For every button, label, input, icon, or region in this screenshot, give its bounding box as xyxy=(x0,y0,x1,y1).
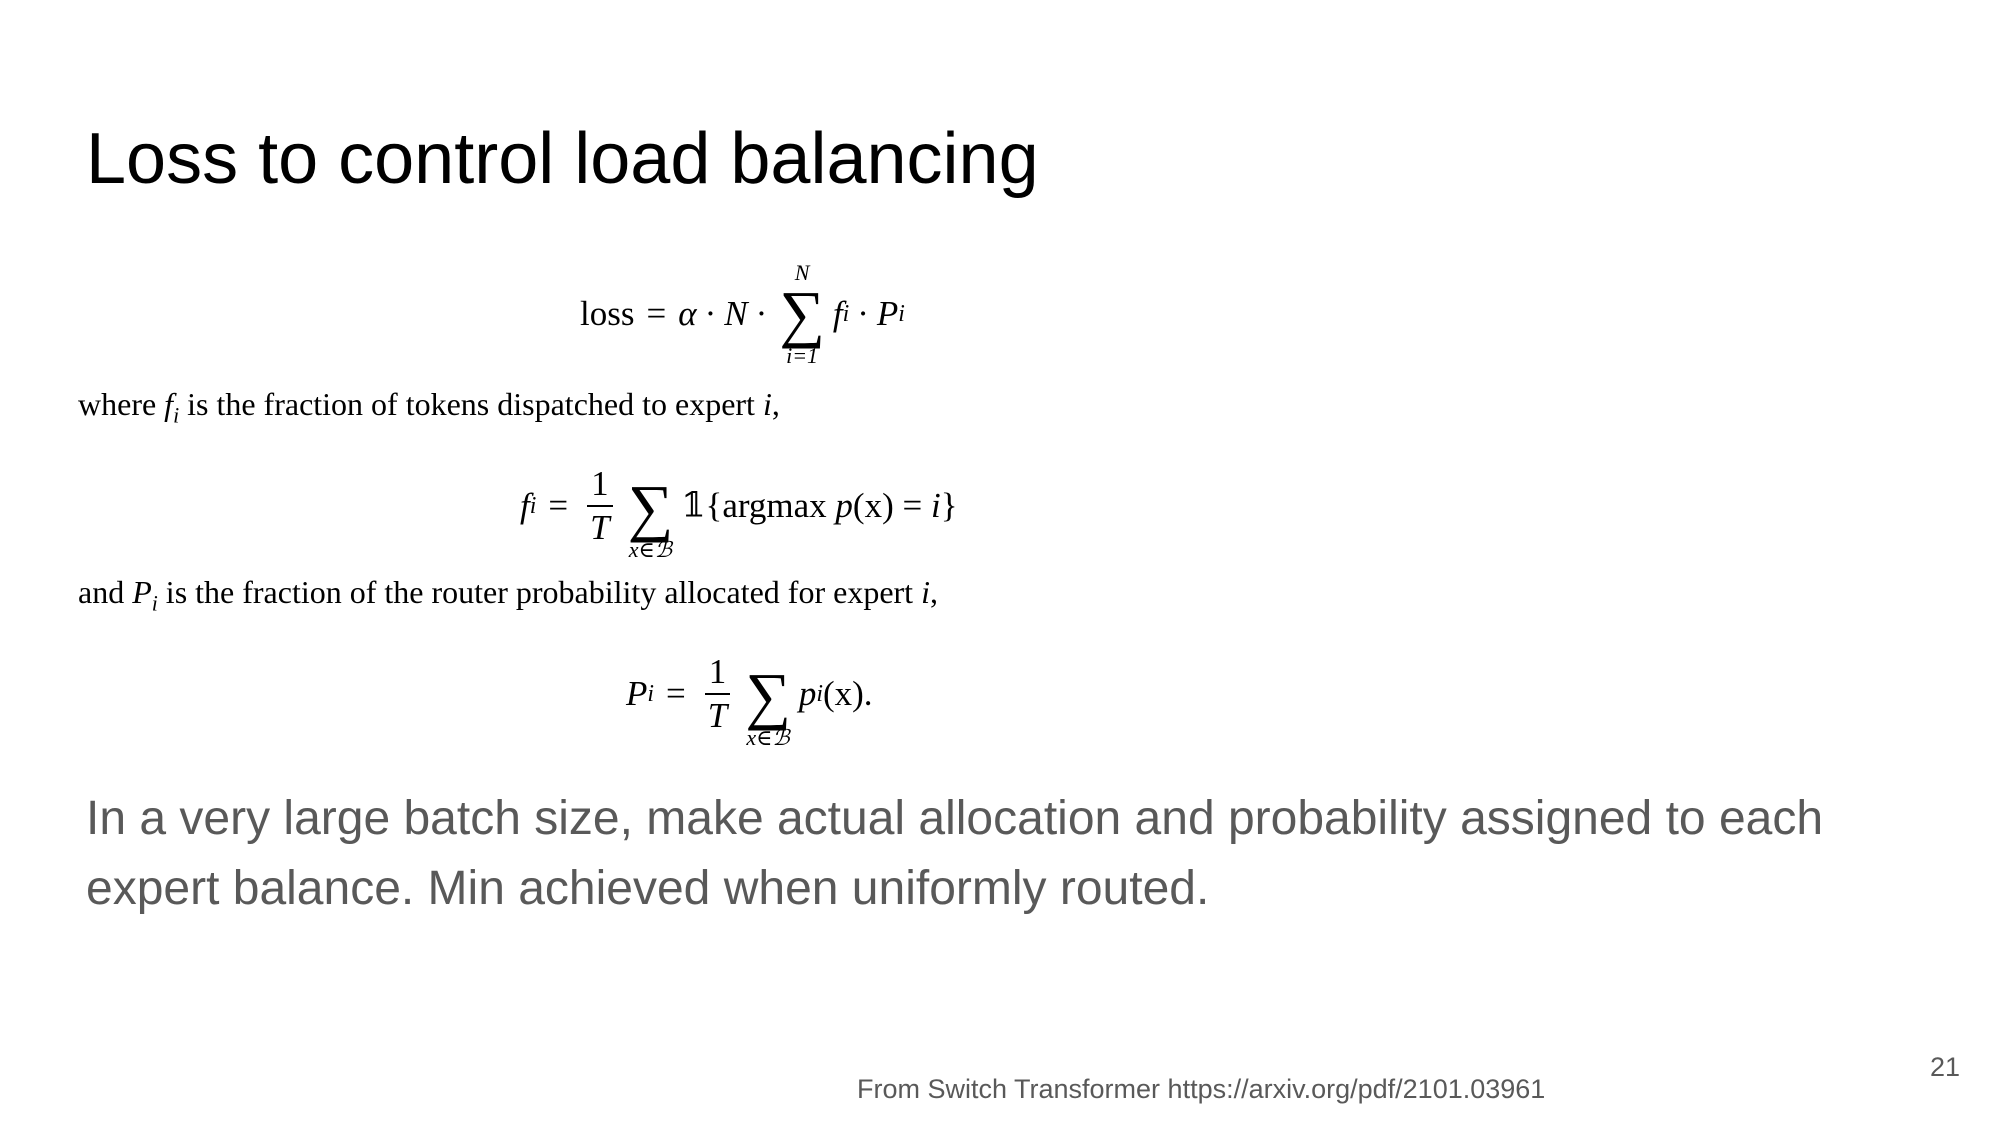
comma: , xyxy=(771,386,780,422)
sum-lower-limit: i=1 xyxy=(786,342,819,368)
alpha-symbol: α xyxy=(678,294,697,334)
comma: , xyxy=(929,574,938,610)
summation xyxy=(779,262,825,367)
source-citation: From Switch Transformer https://arxiv.org/pdf/2101.03961 xyxy=(857,1074,1546,1104)
f-equation xyxy=(520,452,958,561)
i-symbol: i xyxy=(921,574,930,610)
subscript-i: i xyxy=(842,300,850,327)
argument-x: (x) xyxy=(852,486,894,526)
i-symbol: i xyxy=(762,386,772,422)
p-symbol: P xyxy=(876,294,899,334)
fraction-numerator: 1 xyxy=(705,653,731,696)
indicator-argmax: 𝟙{argmax xyxy=(681,486,836,526)
i-symbol: i xyxy=(930,486,941,526)
summation xyxy=(745,640,791,749)
subscript-i: i xyxy=(173,403,180,428)
sum-upper-limit: N xyxy=(794,260,810,285)
sum-symbol: ∑ xyxy=(627,472,674,543)
f-symbol: f xyxy=(832,294,843,334)
page-number: 21 xyxy=(1930,1052,1961,1082)
loss-label: loss xyxy=(580,294,635,334)
p-symbol: P xyxy=(132,574,152,610)
fraction-numerator: 1 xyxy=(587,465,613,508)
fraction xyxy=(704,653,731,736)
p-symbol: P xyxy=(626,674,648,714)
subscript-i: i xyxy=(647,680,655,707)
sum-lower-limit: x∈ℬ xyxy=(746,724,790,750)
slide-title: Loss to control load balancing xyxy=(86,119,1039,199)
equals-sign: = xyxy=(666,674,686,714)
text-where: where xyxy=(78,386,157,422)
n-symbol: N xyxy=(724,294,748,334)
subscript-i: i xyxy=(898,300,905,327)
dot-operator: · xyxy=(857,294,869,334)
sum-symbol: ∑ xyxy=(745,660,791,731)
dot-operator: · xyxy=(755,294,768,334)
fraction-denominator: T xyxy=(707,696,728,736)
f-symbol: f xyxy=(164,386,174,422)
p-symbol: p xyxy=(835,486,853,526)
text-and: and xyxy=(78,574,125,610)
sum-symbol: ∑ xyxy=(779,278,825,349)
definition-text: is the fraction of the router probability allocated for expert xyxy=(165,574,914,610)
dot-operator: · xyxy=(704,294,717,334)
summation xyxy=(628,452,674,561)
subscript-i: i xyxy=(529,492,537,519)
f-symbol: f xyxy=(520,486,530,526)
definition-p xyxy=(78,574,938,617)
sum-lower-limit: x∈ℬ xyxy=(628,536,673,562)
loss-equation xyxy=(580,262,905,367)
equals-sign: = xyxy=(646,294,667,334)
equals-sign: = xyxy=(893,486,931,526)
subscript-i: i xyxy=(151,591,158,616)
argument-x: (x). xyxy=(822,674,873,714)
p-symbol: p xyxy=(798,674,817,714)
p-equation xyxy=(626,640,873,749)
body-text: In a very large batch size, make actual allocation and probability assigned to each expert balance. Min achieved when uniformly routed. xyxy=(86,792,1824,915)
equals-sign: = xyxy=(548,486,569,526)
definition-text: is the fraction of tokens dispatched to expert xyxy=(187,386,755,422)
subscript-i: i xyxy=(816,680,823,707)
fraction xyxy=(586,465,613,548)
definition-f xyxy=(78,386,780,429)
fraction-denominator: T xyxy=(590,508,610,548)
close-brace: } xyxy=(940,486,958,526)
